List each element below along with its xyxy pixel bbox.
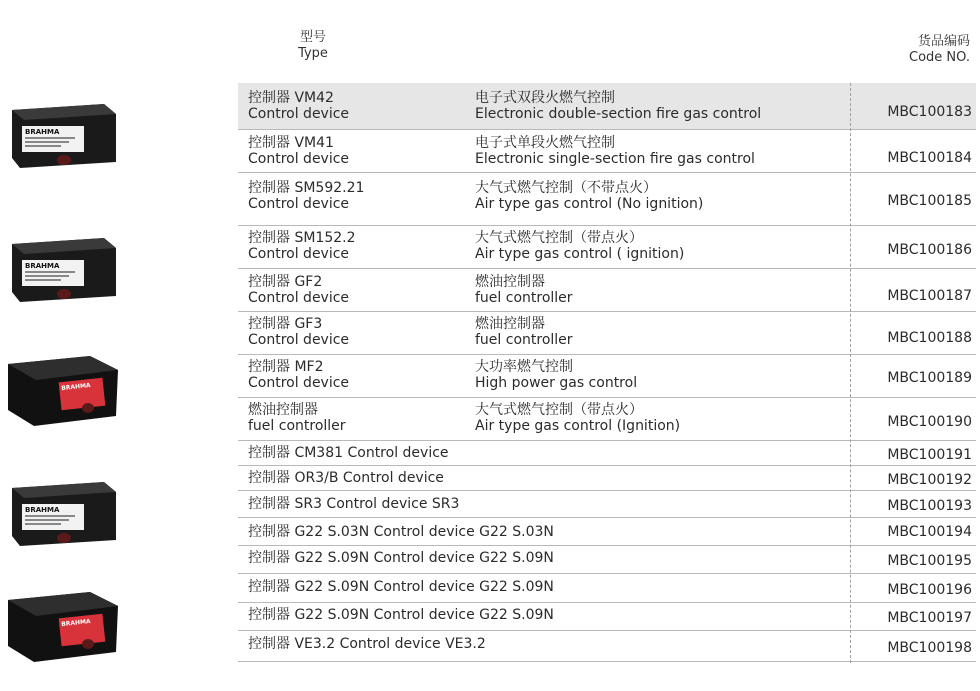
row-name-cn: 控制器 SM592.21 — [248, 180, 365, 196]
row-name-en: Control device — [248, 375, 350, 391]
row-name-cn: 控制器 GF3 — [248, 316, 323, 332]
row-code: MBC100198 — [887, 640, 972, 656]
row-desc-en: Air type gas control (No ignition) — [475, 196, 704, 212]
table-row — [238, 130, 976, 173]
row-name-en: fuel controller — [248, 418, 346, 434]
row-name-cn: 控制器 VM41 — [248, 135, 334, 151]
row-name-cn: 控制器 VM42 — [248, 90, 334, 106]
photo-label: BRAHMA — [25, 262, 60, 270]
code-header — [880, 34, 970, 66]
row-code: MBC100190 — [887, 414, 972, 430]
row-desc-cn: 大气式燃气控制（带点火） — [475, 230, 643, 246]
row-full: 控制器 OR3/B Control device — [248, 470, 444, 486]
photo-label: BRAHMA — [60, 382, 92, 393]
table-row — [238, 491, 976, 518]
table-row — [238, 312, 976, 355]
row-code: MBC100189 — [887, 370, 972, 386]
row-name-cn: 控制器 MF2 — [248, 359, 324, 375]
table-row — [238, 226, 976, 269]
code-header-cn: 货品编码 — [917, 34, 970, 49]
table-row — [238, 398, 976, 441]
row-desc-cn: 大气式燃气控制（不带点火） — [475, 180, 657, 196]
row-desc-cn: 大功率燃气控制 — [475, 359, 573, 375]
row-full: 控制器 G22 S.03N Control device G22 S.03N — [248, 524, 554, 540]
row-name-en: Control device — [248, 196, 350, 212]
code-column-divider — [850, 83, 851, 663]
row-code: MBC100195 — [887, 553, 972, 569]
control-box-icon — [4, 92, 122, 170]
row-code: MBC100194 — [887, 524, 972, 540]
control-box-icon — [4, 586, 122, 664]
row-full: 控制器 G22 S.09N Control device G22 S.09N — [248, 550, 554, 566]
row-full: 控制器 VE3.2 Control device VE3.2 — [248, 636, 486, 652]
row-name-en: Control device — [248, 332, 350, 348]
row-code: MBC100185 — [887, 193, 972, 209]
table-row — [238, 269, 976, 312]
row-full: 控制器 G22 S.09N Control device G22 S.09N — [248, 607, 554, 623]
table-row — [238, 603, 976, 631]
row-name-cn: 控制器 SM152.2 — [248, 230, 356, 246]
table-row — [238, 355, 976, 398]
row-desc-en: fuel controller — [475, 332, 573, 348]
row-code: MBC100197 — [887, 610, 972, 626]
row-full: 控制器 SR3 Control device SR3 — [248, 496, 460, 512]
photo-label: BRAHMA — [60, 618, 92, 629]
control-box-icon — [4, 470, 122, 548]
table-row — [238, 631, 976, 662]
row-desc-en: fuel controller — [475, 290, 573, 306]
row-code: MBC100192 — [887, 472, 972, 488]
row-desc-cn: 燃油控制器 — [475, 274, 545, 290]
row-code: MBC100183 — [887, 104, 972, 120]
row-desc-en: Electronic single-section fire gas control — [475, 151, 755, 167]
row-desc-en: Electronic double-section fire gas control — [475, 106, 762, 122]
row-code: MBC100188 — [887, 330, 972, 346]
control-box-icon — [4, 226, 122, 304]
table-row — [238, 574, 976, 603]
control-box-icon — [4, 350, 122, 428]
row-code: MBC100184 — [887, 150, 972, 166]
code-header-en: Code NO. — [909, 50, 970, 65]
row-desc-en: High power gas control — [475, 375, 638, 391]
row-code: MBC100191 — [887, 447, 972, 463]
photo-label: BRAHMA — [25, 128, 60, 136]
row-name-cn: 燃油控制器 — [248, 402, 318, 418]
type-header-cn: 型号 — [299, 30, 326, 45]
row-desc-en: Air type gas control (Ignition) — [475, 418, 681, 434]
row-code: MBC100187 — [887, 288, 972, 304]
row-desc-cn: 大气式燃气控制（带点火） — [475, 402, 643, 418]
row-name-en: Control device — [248, 290, 350, 306]
row-name-en: Control device — [248, 106, 350, 122]
row-desc-cn: 电子式双段火燃气控制 — [475, 90, 615, 106]
table-row — [238, 466, 976, 491]
row-code: MBC100186 — [887, 242, 972, 258]
row-name-cn: 控制器 GF2 — [248, 274, 323, 290]
table-row — [238, 546, 976, 574]
photo-label: BRAHMA — [25, 506, 60, 514]
table-row — [238, 173, 976, 226]
row-desc-cn: 电子式单段火燃气控制 — [475, 135, 615, 151]
row-name-en: Control device — [248, 246, 350, 262]
table-row — [238, 83, 976, 130]
row-desc-cn: 燃油控制器 — [475, 316, 545, 332]
row-name-en: Control device — [248, 151, 350, 167]
type-header — [283, 30, 343, 62]
row-full: 控制器 CM381 Control device — [248, 445, 449, 461]
table-row — [238, 518, 976, 546]
row-code: MBC100193 — [887, 498, 972, 514]
table-row — [238, 441, 976, 466]
row-code: MBC100196 — [887, 582, 972, 598]
row-desc-en: Air type gas control ( ignition) — [475, 246, 685, 262]
row-full: 控制器 G22 S.09N Control device G22 S.09N — [248, 579, 554, 595]
type-header-en: Type — [298, 46, 328, 61]
